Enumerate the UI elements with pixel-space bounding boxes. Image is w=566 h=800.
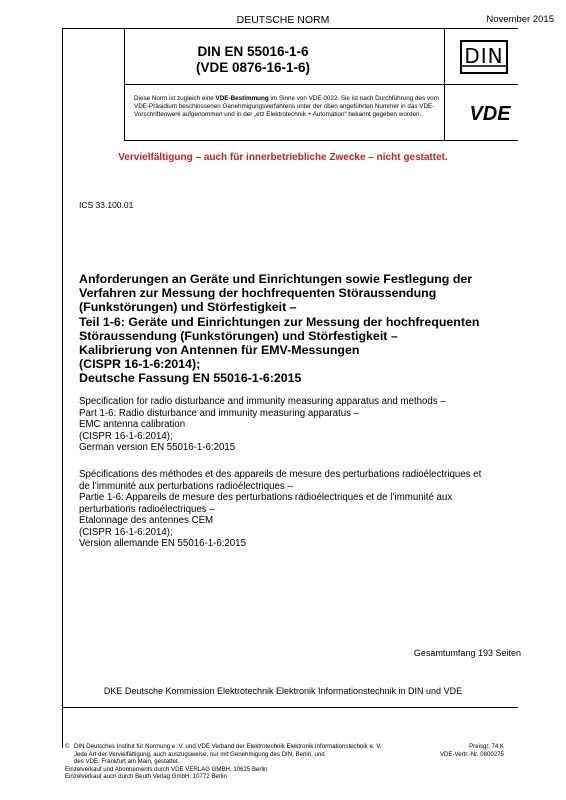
title-german-line: Teil 1-6: Geräte und Einrichtungen zur Messung der hochfrequenten	[79, 314, 480, 329]
footer-line: Einzelverkauf und Abonnements durch VDE VERLAG GMBH, 10625 Berlin	[65, 765, 268, 773]
title-german-line: Deutsche Fassung EN 55016-1-6:2015	[79, 371, 302, 386]
vde-number: (VDE 0876-16-1-6)	[195, 60, 311, 75]
standard-number	[62, 44, 444, 76]
copyright-symbol: ©	[65, 743, 70, 750]
title-french-line: Spécifications des méthodes et des appareils de mesure des perturbations radioélectriques et	[79, 469, 482, 480]
document-type: DEUTSCHE NORM	[236, 14, 330, 26]
svg-text:VDE: VDE	[469, 103, 511, 124]
price-info	[440, 743, 504, 758]
vde-note-bold: VDE-Bestimmung	[215, 95, 269, 102]
title-french-line: perturbations radioélectriques –	[79, 503, 215, 515]
title-french	[79, 469, 544, 550]
header-box-middle	[124, 84, 518, 85]
title-german-line: Verfahren zur Messung der hochfrequenten Störaussendung	[79, 286, 437, 301]
price-group: Preisgr. 74 K	[469, 743, 504, 750]
total-pages: Gesamtumfang 193 Seiten	[413, 648, 521, 658]
title-german-line: (CISPR 16-1-6:2014);	[79, 357, 201, 372]
din-logo	[460, 40, 508, 78]
title-german-line: (Funkstörungen) und Störfestigkeit –	[79, 300, 297, 315]
title-english-line: German version EN 55016-1-6:2015	[79, 442, 236, 453]
title-french-line: Version allemande EN 55016-1-6:2015	[79, 538, 246, 549]
footer-line: Einzelverkauf auch durch Beuth Verlag GmbH, 10772 Berlin	[65, 773, 227, 781]
title-german	[79, 272, 539, 386]
title-english-line: Part 1-6: Radio disturbance and immunity measuring apparatus –	[79, 407, 360, 419]
title-english	[79, 396, 544, 454]
svg-text:DIN: DIN	[464, 44, 504, 68]
title-english-line: Specification for radio disturbance and immunity measuring apparatus and methods –	[79, 396, 446, 407]
footer-line: Jede Art der Vervielfältigung, auch auszugsweise, nur mit Genehmigung des DIN, Berlin, und	[74, 750, 325, 758]
title-english-line: (CISPR 16-1-6:2014);	[79, 430, 173, 442]
left-margin-rule	[62, 28, 63, 748]
copy-warning: Vervielfältigung – auch für innerbetriebliche Zwecke – nicht gestattet.	[118, 152, 448, 163]
bottom-rule	[62, 707, 518, 708]
title-french-line: Étalonnage des antennes CEM	[79, 515, 214, 526]
footer-text	[65, 743, 445, 781]
title-german-line: Störaussendung (Funkstörungen) und Störfestigkeit –	[79, 328, 398, 343]
ics-code: ICS 33.100.01	[79, 200, 134, 210]
top-rule	[62, 28, 518, 29]
order-number: VDE-Vertr.-Nr. 0800275	[439, 750, 504, 758]
vde-logo	[462, 102, 518, 129]
title-german-line: Kalibrierung von Antennen für EMV-Messungen	[79, 343, 360, 358]
footer-line: DIN Deutsches Institut für Normung e. V. und VDE Verband der Elektrotechnik Elektronik Informationstechnik e. V.	[74, 743, 382, 750]
footer-line: des VDE, Frankfurt am Main, gestattet.	[74, 758, 180, 766]
din-number: DIN EN 55016-1-6	[197, 44, 309, 59]
title-german-line: Anforderungen an Geräte und Einrichtungen sowie Festlegung der	[79, 272, 473, 286]
vde-note: Diese Norm ist zugleich eine VDE-Bestimmung im Sinne von VDE 0022. Sie ist nach Durchführung des vom VDE-Präsidium beschlossenen Genehmigungsverfahrens unter der oben angeführten Nummer in das VDE-Vorschriftenwerk aufgenommen und in der „etz Elektrotechnik + Automation“ bekannt gegeben worden.	[134, 95, 439, 118]
header-box-bottom	[124, 140, 518, 141]
title-french-line: de l’immunité aux perturbations radioélectriques –	[79, 480, 293, 492]
title-french-line: Partie 1-6: Appareils de mesure des perturbations radioélectriques et de l’immunité aux	[79, 492, 453, 503]
title-french-line: (CISPR 16-1-6:2014);	[79, 526, 173, 538]
issue-date: November 2015	[486, 14, 554, 25]
title-english-line: EMC antenna calibration	[79, 419, 186, 430]
dke-line: DKE Deutsche Kommission Elektrotechnik Elektronik Informationstechnik in DIN und VDE	[103, 686, 463, 696]
